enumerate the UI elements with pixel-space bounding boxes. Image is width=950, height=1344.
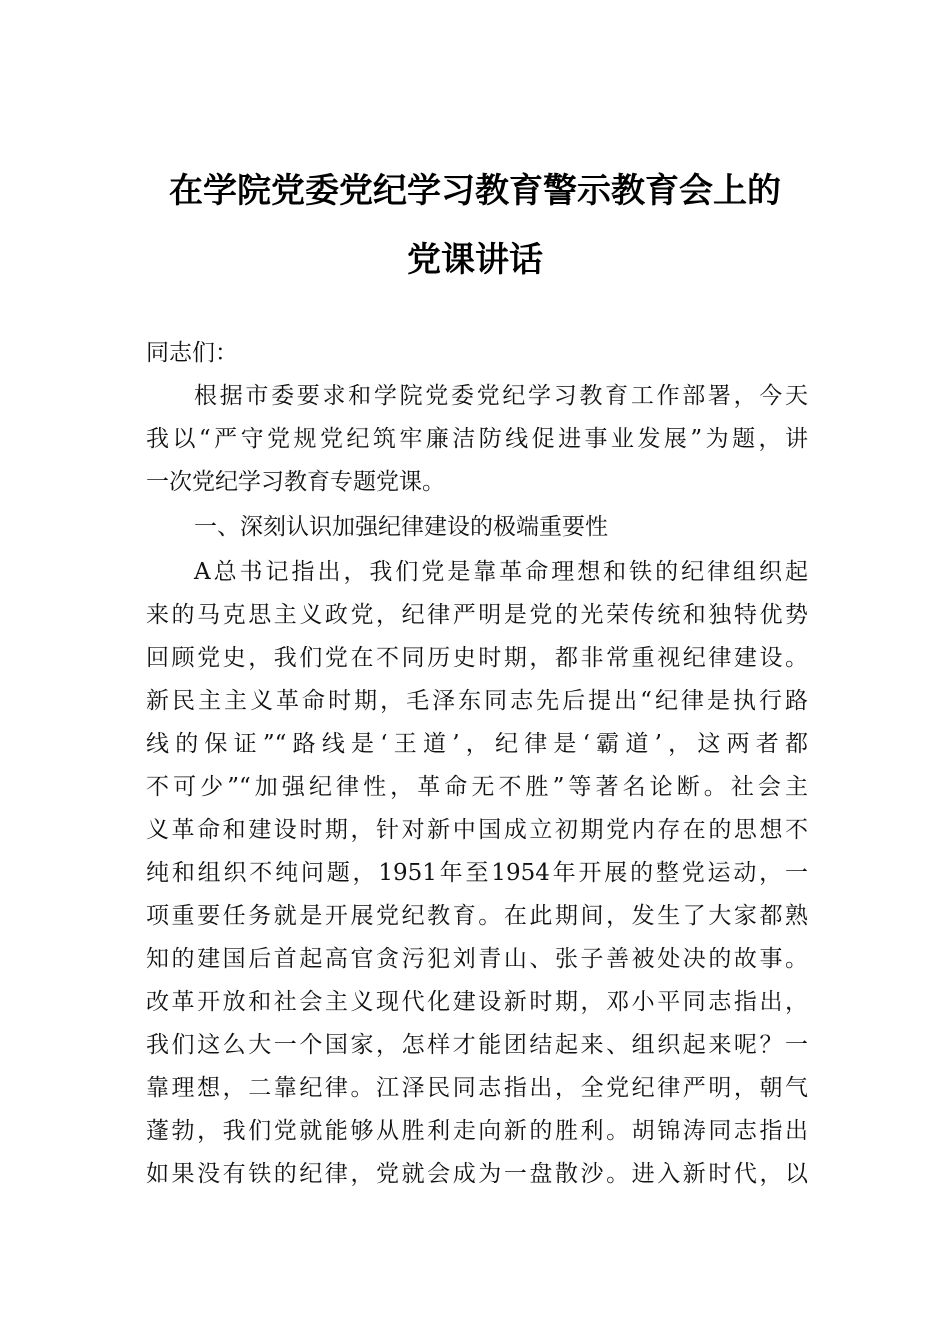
paragraph-2-line: 回顾党史，我们党在不同历史时期，都非常重视纪律建设。 bbox=[146, 645, 808, 671]
paragraph-2-line: 义革命和建设时期，针对新中国成立初期党内存在的思想不 bbox=[146, 817, 808, 843]
paragraph-2-line: 项重要任务就是开展党纪教育。在此期间，发生了大家都熟 bbox=[146, 903, 808, 929]
paragraph-2-line: 靠理想，二靠纪律。江泽民同志指出，全党纪律严明，朝气 bbox=[146, 1075, 808, 1101]
paragraph-2-line: 来的马克思主义政党，纪律严明是党的光荣传统和独特优势 bbox=[146, 602, 808, 628]
paragraph-2-line: 纯和组织不纯问题，1951年至1954年开展的整党运动，一 bbox=[146, 860, 808, 886]
paragraph-1-line: 我以“严守党规党纪筑牢廉洁防线促进事业发展”为题，讲 bbox=[146, 426, 808, 452]
paragraph-2-line: 改革开放和社会主义现代化建设新时期，邓小平同志指出， bbox=[146, 989, 808, 1015]
paragraph-1-line: 根据市委要求和学院党委党纪学习教育工作部署，今天 bbox=[194, 383, 808, 409]
paragraph-2-line: 蓬勃，我们党就能够从胜利走向新的胜利。胡锦涛同志指出 bbox=[146, 1118, 808, 1144]
document-title-line-1: 在学院党委党纪学习教育警示教育会上的 bbox=[169, 171, 781, 211]
paragraph-2-line: 新民主主义革命时期，毛泽东同志先后提出“纪律是执行路 bbox=[146, 688, 808, 714]
paragraph-2-line: 如果没有铁的纪律，党就会成为一盘散沙。进入新时代，以 bbox=[146, 1161, 808, 1187]
greeting: 同志们： bbox=[146, 340, 238, 366]
paragraph-2-line: 我们这么大一个国家，怎样才能团结起来、组织起来呢？一 bbox=[146, 1032, 808, 1058]
paragraph-2-line: 知的建国后首起高官贪污犯刘青山、张子善被处决的故事。 bbox=[146, 946, 808, 972]
document-title-line-2: 党课讲话 bbox=[407, 240, 543, 280]
paragraph-2-line: A总书记指出，我们党是靠革命理想和铁的纪律组织起 bbox=[194, 559, 808, 585]
section-heading-1: 一、深刻认识加强纪律建设的极端重要性 bbox=[194, 514, 608, 540]
paragraph-2-line: 线的保证”“路线是‘王道’，纪律是‘霸道’，这两者都 bbox=[146, 731, 808, 757]
paragraph-1-line: 一次党纪学习教育专题党课。 bbox=[146, 469, 445, 495]
paragraph-2-line: 不可少”“加强纪律性，革命无不胜”等著名论断。社会主 bbox=[146, 774, 808, 800]
